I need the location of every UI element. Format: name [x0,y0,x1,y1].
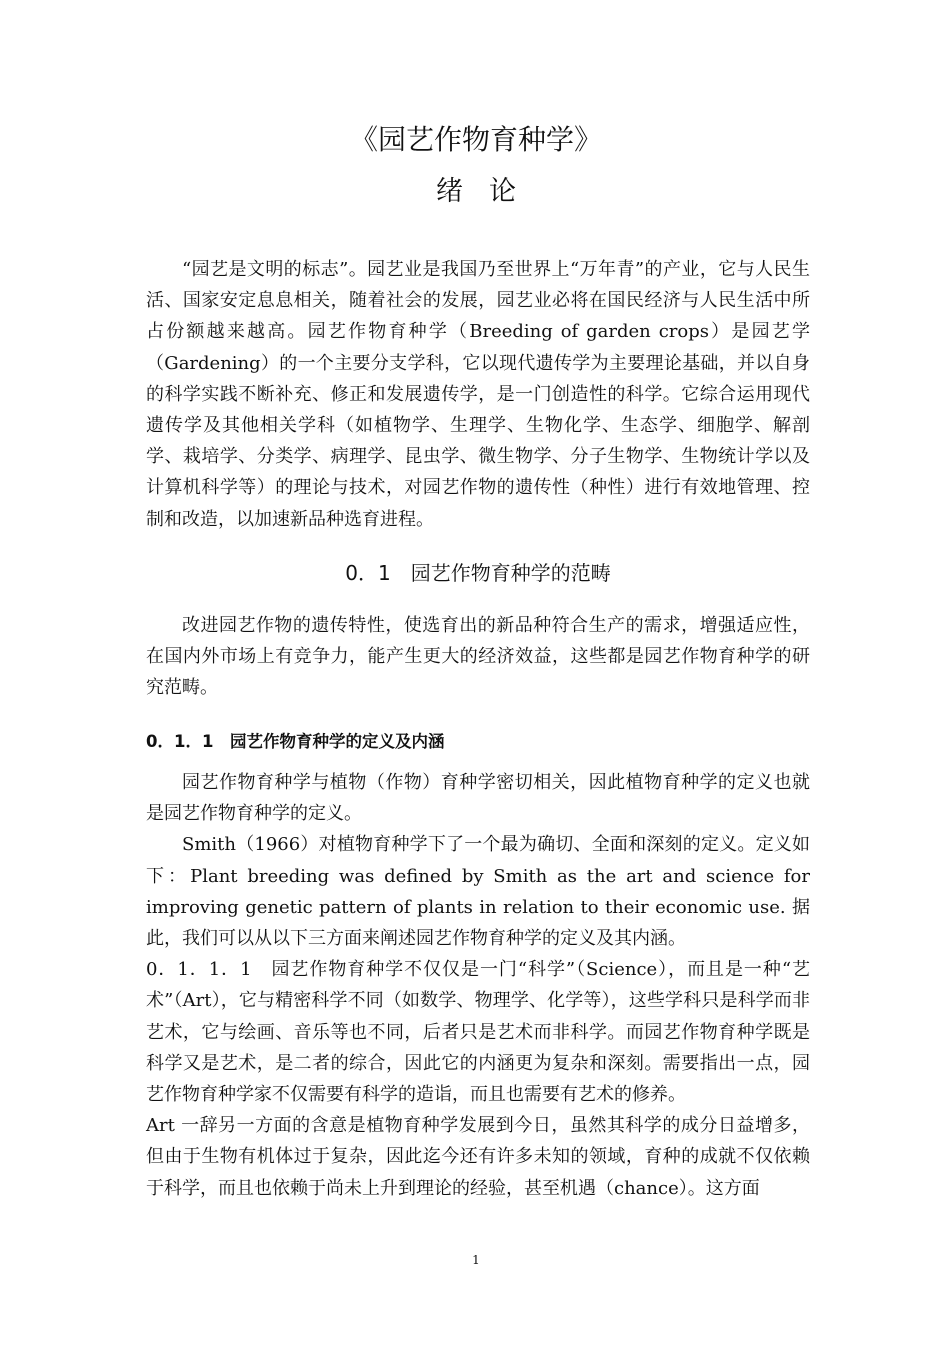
section-block [146,610,810,704]
subsection-block [146,767,810,1204]
subsection-heading: 0．1．1 园艺作物育种学的定义及内涵 [146,732,445,751]
page-number: 1 [472,1253,480,1267]
document-title: 《园艺作物育种学》 [349,123,602,156]
intro-block [146,254,810,535]
section-heading: 0．1 园艺作物育种学的范畴 [345,561,611,585]
section-heading-block [146,558,810,588]
chapter-title: 绪论 [436,176,542,207]
subsection-paragraph-2: Smith（1966）对植物育种学下了一个最为确切、全面和深刻的定义。定义如下：Plant breeding was defined by Smith as the art and science for improving genetic pattern of plants in relation to their economic use. 据此，我们可以从以下三方面来阐述园艺作物育种学的定义及其内涵。 [146,834,810,950]
subsection-paragraph-1: 园艺作物育种学与植物（作物）育种学密切相关，因此植物育种学的定义也就是园艺作物育种学的定义。 [146,772,810,825]
subsection-heading-block [146,728,810,756]
intro-paragraph: “园艺是文明的标志”。园艺业是我国乃至世界上“万年青”的产业，它与人民生活、国家安定息息相关，随着社会的发展，园艺业必将在国民经济与人民生活中所占份额越来越高。园艺作物育种学（Breeding of garden crops）是园艺学（Gardening）的一个主要分支学科，它以现代遗传学为主要理论基础，并以自身的科学实践不断补充、修正和发展遗传学，是一门创造性的科学。它综合运用现代遗传学及其他相关学科（如植物学、生理学、生物化学、生态学、细胞学、解剖学、栽培学、分类学、病理学、昆虫学、微生物学、分子生物学、生物统计学以及计算机科学等）的理论与技术，对园艺作物的遗传性（种性）进行有效地管理、控制和改造，以加速新品种选育进程。 [146,259,810,530]
item-paragraph: 0．1．1．1 园艺作物育种学不仅仅是一门“科学”（Science），而且是一种“艺术”（Art），它与精密科学不同（如数学、物理学、化学等），这些学科只是科学而非艺术，它与绘画、音乐等也不同，后者只是艺术而非科学。而园艺作物育种学既是科学又是艺术，是二者的综合，因此它的内涵更为复杂和深刻。需要指出一点，园艺作物育种学家不仅需要有科学的造诣，而且也需要有艺术的修养。 [146,959,810,1106]
section-paragraph: 改进园艺作物的遗传特性，使选育出的新品种符合生产的需求，增强适应性，在国内外市场上有竞争力，能产生更大的经济效益，这些都是园艺作物育种学的研究范畴。 [146,615,810,699]
art-paragraph: Art 一辞另一方面的含意是植物育种学发展到今日，虽然其科学的成分日益增多，但由于生物有机体过于复杂，因此迄今还有许多未知的领域，育种的成就不仅依赖于科学，而且也依赖于尚未上升到理论的经验，甚至机遇（chance）。这方面 [146,1115,810,1199]
